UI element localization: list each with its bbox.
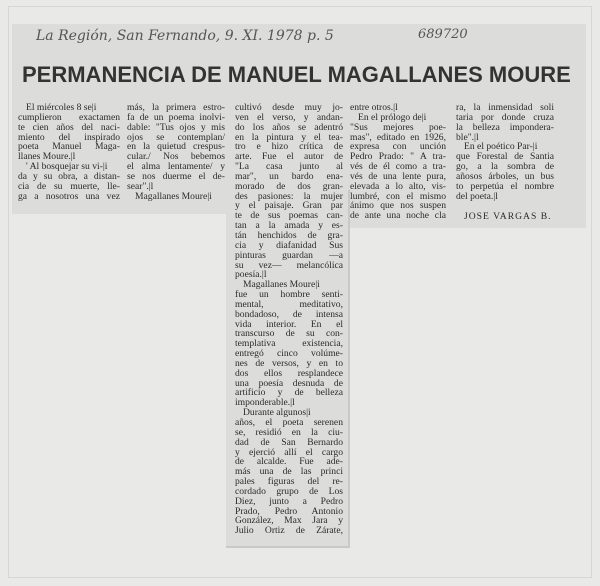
text-line: entre otros.|l <box>350 102 398 113</box>
text-line: ' Al bosquejar su vi-|i <box>26 161 108 173</box>
text-line: que Forestal de Santia <box>456 151 554 163</box>
text-line: sear".|l <box>127 180 154 192</box>
text-line: ra, la inmensidad soli <box>456 102 554 113</box>
text-line: del poeta.|l <box>456 190 498 202</box>
text-line: En el poético Par-|i <box>464 141 538 153</box>
text-line: Magallanes Moure|i <box>243 279 320 291</box>
text-line: vida interior. En el <box>235 318 343 330</box>
text-line: transcurso de su con- <box>235 328 343 340</box>
text-line: cular./ Nos bebemos <box>127 151 225 163</box>
text-line: mas", editado en 1926, <box>350 131 446 143</box>
text-line: templativa existencia, <box>235 338 343 350</box>
text-line: llanes Moure.|l <box>18 151 76 163</box>
text-line: dable: "Tus ojos y mis <box>127 121 225 133</box>
text-line: más una de las princi <box>235 466 343 478</box>
text-line: en la pintura y el tea- <box>235 131 343 143</box>
text-line: to perpetúa el nombre <box>456 180 554 192</box>
text-line: ble".|l <box>456 131 479 143</box>
text-line: Julio Ortiz de Zárate, <box>235 525 343 537</box>
text-line: tro e hizo crítica de <box>235 141 343 153</box>
text-line: arte. Fue el autor de <box>235 151 343 163</box>
text-line: fa de un poema inolvi- <box>127 111 225 123</box>
text-line: vés de una lente pura, <box>350 170 446 182</box>
text-line: se nos duerme el de- <box>127 170 225 182</box>
text-line: cia y diafanidad Sus <box>235 239 343 251</box>
text-line: la belleza imponderа- <box>456 121 554 133</box>
text-line: do los años se adentró <box>235 121 343 133</box>
text-line: mar", un bardo ena- <box>235 170 343 182</box>
text-line: más, la primera estro- <box>127 102 225 113</box>
text-line: Diez, junto a Pedro <box>235 495 343 507</box>
text-line: da y su obra, a distan- <box>18 170 120 182</box>
text-line: "Sus mejores poe- <box>350 121 446 133</box>
headline: PERMANENCIA DE MANUEL MAGALLANES MOURE <box>22 62 571 87</box>
text-line: se, residió en la ciu- <box>235 426 343 438</box>
article-column-3 <box>235 103 343 536</box>
text-line: y el paisaje. Gran par <box>235 200 343 212</box>
text-line: vés de él como a tra- <box>350 161 446 173</box>
text-line: entregó cinco volúme- <box>235 348 343 360</box>
text-line: poesía.|l <box>235 269 267 281</box>
text-line: cia de su muerte, lle- <box>18 180 120 192</box>
text-line: añosos árboles, un bus <box>456 170 554 182</box>
text-line: su vez— melancólica <box>235 259 343 271</box>
text-line: imponderable.|l <box>235 397 295 409</box>
text-line: cordado grupo de Los <box>235 485 343 497</box>
text-line: ojos se contemplan/ <box>127 131 225 143</box>
text-line: ánimo que nos suspen <box>350 200 446 212</box>
text-line: des pasiones: la mujer <box>235 190 343 202</box>
text-line: go, a la sombra de <box>456 161 554 173</box>
text-line: bondadoso, de intensa <box>235 308 343 320</box>
text-line: taria por donde cruza <box>456 111 554 123</box>
text-line: de ante una noche cla <box>350 210 446 222</box>
text-line: poeta Manuel Maga- <box>18 141 120 153</box>
article-column-1 <box>18 103 120 201</box>
text-line: una poesía desnuda de <box>235 377 343 389</box>
text-line: mental, meditativo, <box>235 298 343 310</box>
text-line: elevada a lo alto, vis- <box>350 180 446 192</box>
text-line: dos ellos resplandece <box>235 367 343 379</box>
text-line: de alcalde. Fue ade- <box>235 456 343 468</box>
text-line: expresa con unción <box>350 141 446 153</box>
text-line: te cien años del naci- <box>18 121 120 133</box>
text-line: morado de dos gran- <box>235 180 343 192</box>
text-line: Durante algunos|i <box>243 407 311 419</box>
text-line: "La casa junto al <box>235 161 343 173</box>
text-line: cultivó desde muy jo- <box>235 102 343 113</box>
article-column-4 <box>350 103 446 221</box>
text-line: cumplieron exactamen <box>18 111 120 123</box>
text-line: el alma lentamente/ y <box>127 161 225 173</box>
text-line: tán henchidos de gra- <box>235 229 343 241</box>
byline: JOSE VARGAS B. <box>464 211 552 222</box>
article-column-5 <box>456 103 554 201</box>
handwritten-reference-number: 689720 <box>418 27 468 42</box>
text-line: lumbré, con el mismo <box>350 190 446 202</box>
text-line: tan a la amada y es- <box>235 220 343 232</box>
text-line: González, Max Jara y <box>235 515 343 527</box>
handwritten-source-note: La Región, San Fernando, 9. XI. 1978 p. 5 <box>36 28 334 44</box>
text-line: pinturas guardan —a <box>235 249 343 261</box>
text-line: fue un hombre senti- <box>235 289 343 301</box>
text-line: en la quietud crespus- <box>127 141 225 153</box>
text-line: dad de San Bernardo <box>235 436 343 448</box>
text-line: Pedro Prado: " A tra- <box>350 151 446 163</box>
text-line: te de sus poemas can- <box>235 210 343 222</box>
text-line: artificio y de belleza <box>235 387 343 399</box>
text-line: y ejerció allí el cargo <box>235 446 343 458</box>
text-line: Prado, Pedro Antonio <box>235 505 343 517</box>
text-line: En el prólogo de|i <box>358 111 427 123</box>
text-line: pales figuras del re- <box>235 476 343 488</box>
text-line: miento del inspirado <box>18 131 120 143</box>
text-line: nes de versos, y en to <box>235 357 343 369</box>
text-line: años, el poeta serenen <box>235 417 343 428</box>
article-column-2 <box>127 103 225 201</box>
text-line: Magallanes Moure|i <box>135 190 212 202</box>
text-line: El miércoles 8 se|i <box>26 102 97 113</box>
text-line: ga a nosotros una vez <box>18 190 120 202</box>
text-line: ven el verso, y andan- <box>235 111 343 123</box>
